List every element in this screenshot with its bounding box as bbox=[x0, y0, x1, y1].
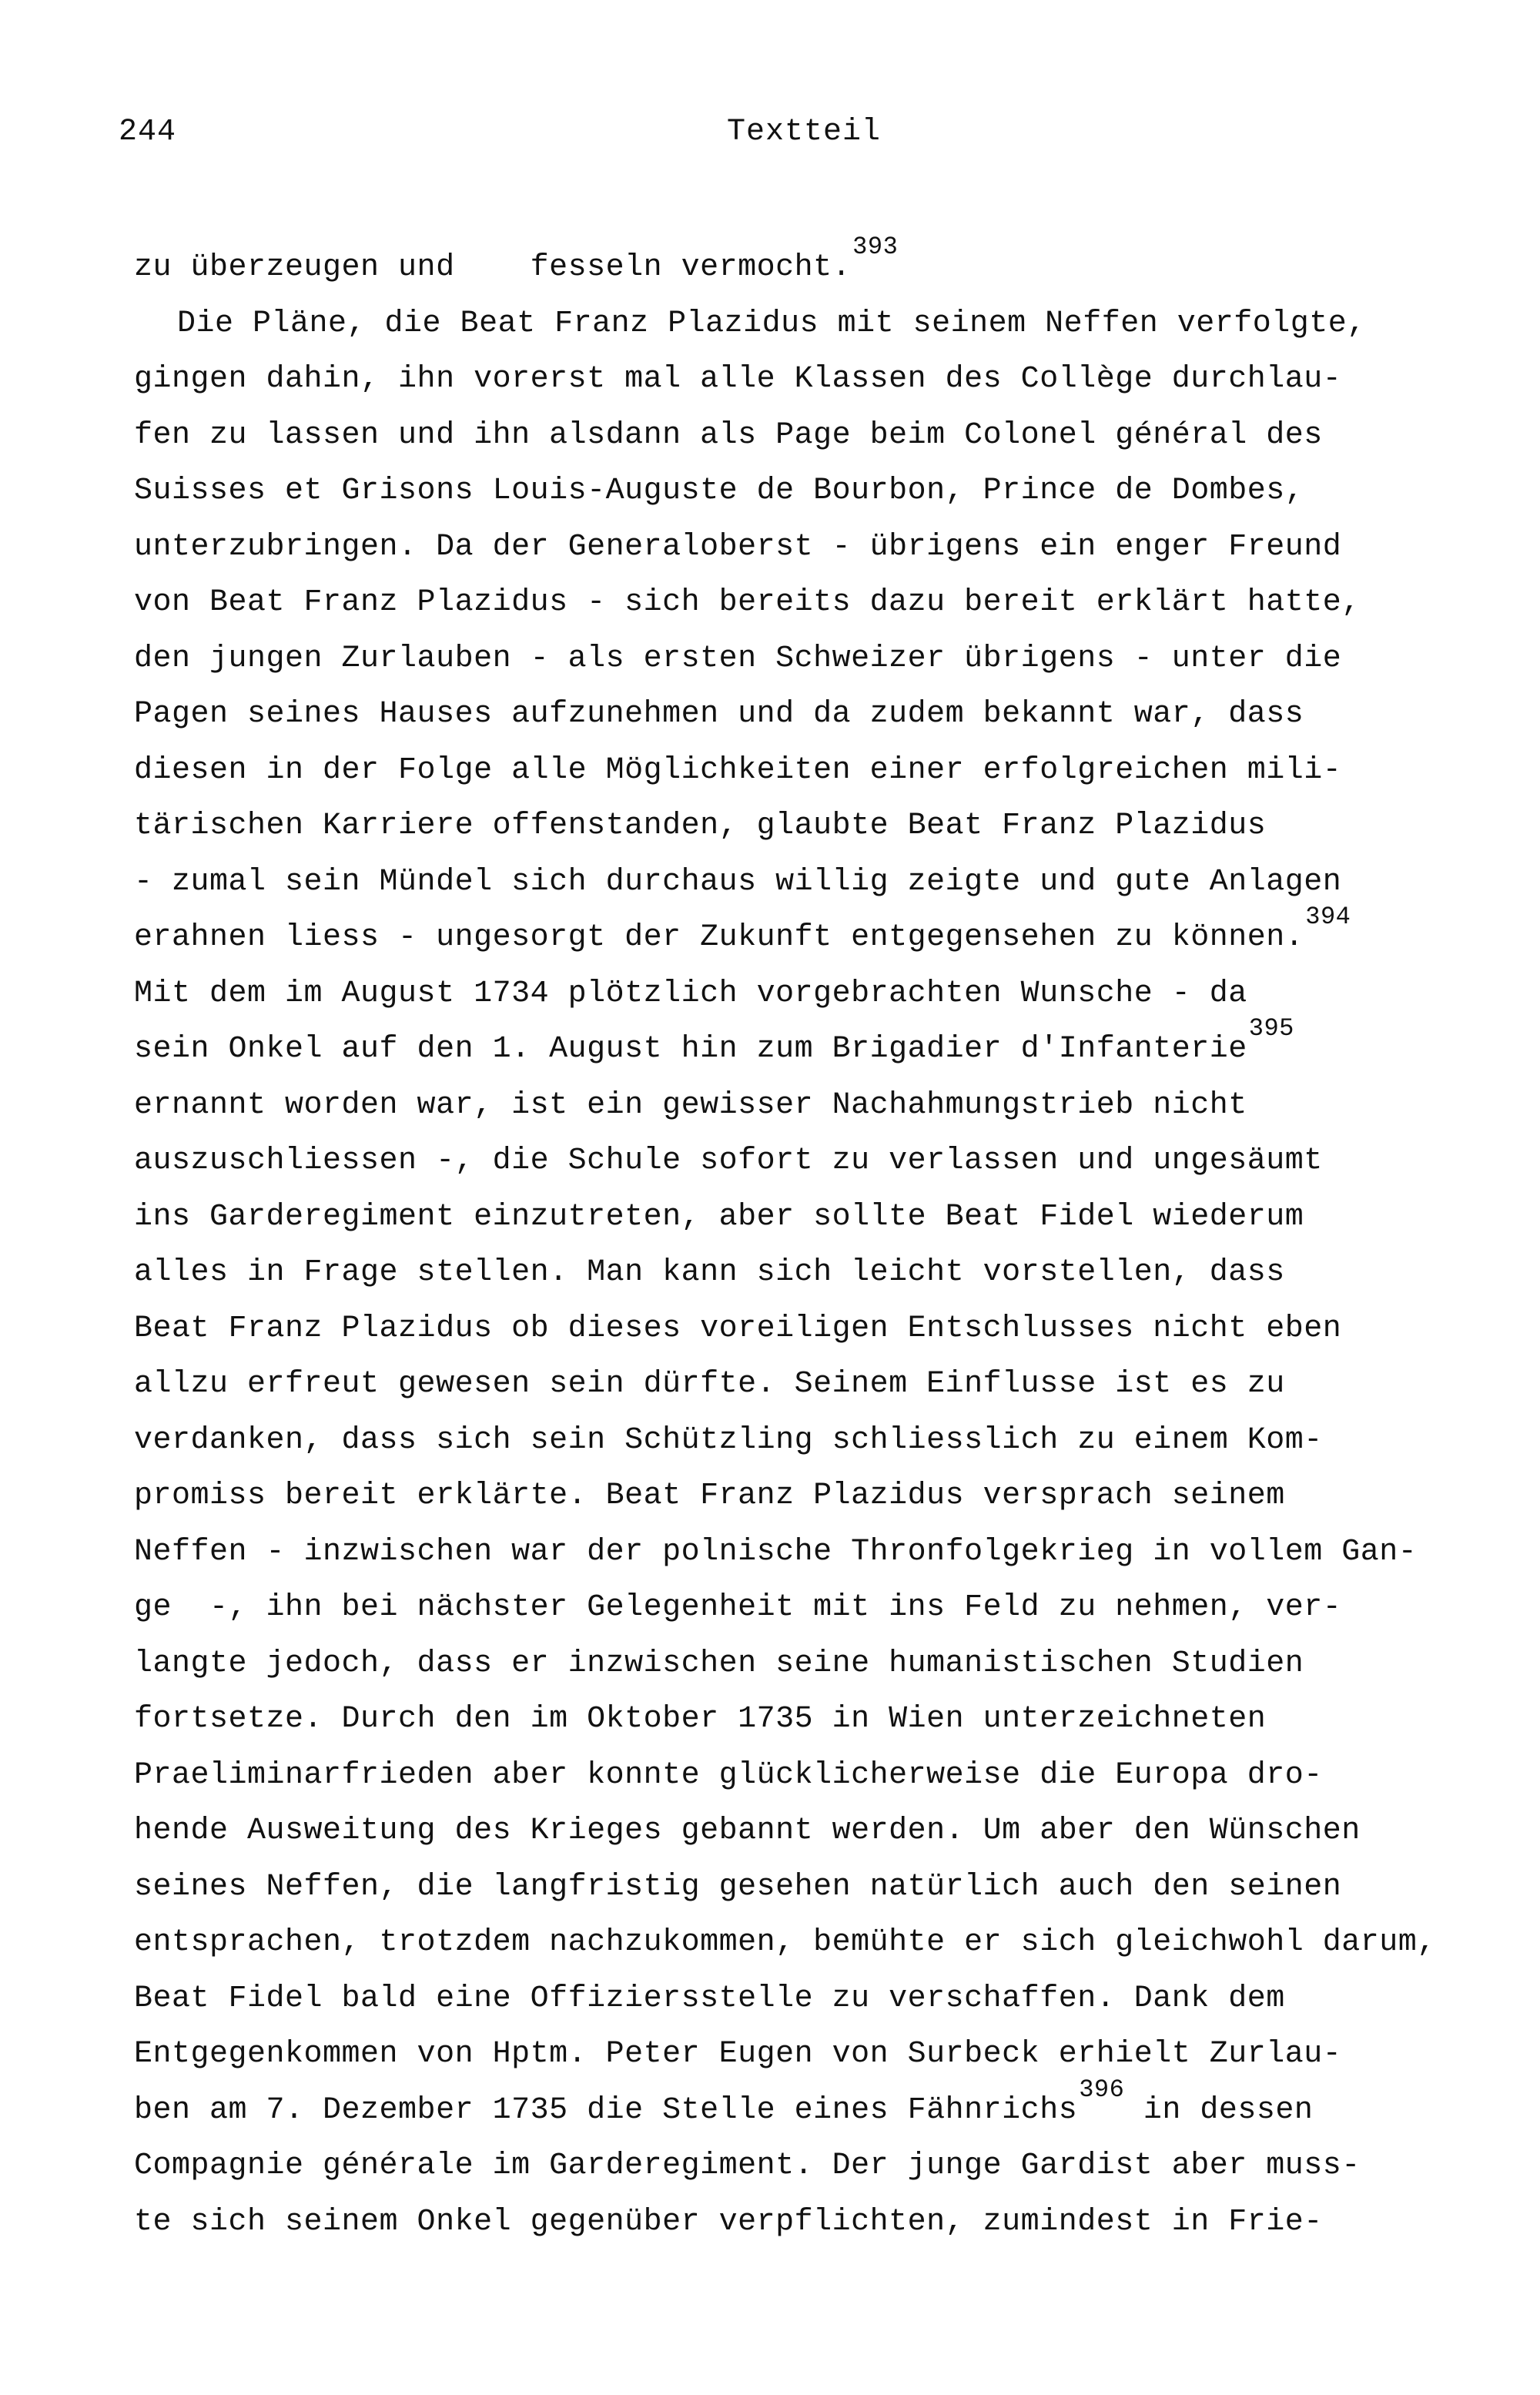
text-line bbox=[134, 1804, 1512, 1860]
text-line bbox=[134, 1245, 1512, 1301]
text-line bbox=[134, 903, 1512, 966]
text-line bbox=[134, 1692, 1512, 1748]
line-text: von Beat Franz Plazidus - sich bereits dazu bereit erklärt hatte, bbox=[134, 585, 1361, 620]
footnote-marker: 396 bbox=[1079, 2075, 1125, 2104]
text-line bbox=[134, 1748, 1512, 1804]
line-text: hende Ausweitung des Krieges gebannt werden. Um aber den Wünschen bbox=[134, 1814, 1361, 1848]
line-text: ge -, ihn bei nächster Gelegenheit mit ins Feld zu nehmen, ver- bbox=[134, 1590, 1342, 1625]
text-line bbox=[134, 1469, 1512, 1525]
line-text: Entgegenkommen von Hptm. Peter Eugen von Surbeck erhielt Zurlau- bbox=[134, 2037, 1342, 2072]
line-text: fen zu lassen und ihn alsdann als Page beim Colonel général des bbox=[134, 417, 1323, 453]
line-text: Suisses et Grisons Louis-Auguste de Bourbon, Prince de Dombes, bbox=[134, 474, 1304, 508]
line-text: auszuschliessen -, die Schule sofort zu verlassen und ungesäumt bbox=[134, 1144, 1323, 1178]
text-line bbox=[134, 1636, 1512, 1693]
text-line bbox=[134, 575, 1512, 631]
line-text: gingen dahin, ihn vorerst mal alle Klassen des Collège durchlau- bbox=[134, 362, 1342, 397]
text-line bbox=[134, 1357, 1512, 1413]
text-line bbox=[134, 1078, 1512, 1134]
line-text: Pagen seines Hauses aufzunehmen und da zudem bekannt war, dass bbox=[134, 697, 1304, 732]
text-line bbox=[134, 1014, 1512, 1078]
line-text: unterzubringen. Da der Generaloberst - übrigens ein enger Freund bbox=[134, 529, 1342, 564]
text-line bbox=[134, 966, 1512, 1023]
page-number: 244 bbox=[119, 115, 177, 149]
line-text: verdanken, dass sich sein Schützling schliesslich zu einem Kom- bbox=[134, 1422, 1323, 1458]
text-line bbox=[134, 2139, 1512, 2195]
line-text: seines Neffen, die langfristig gesehen natürlich auch den seinen bbox=[134, 1869, 1342, 1904]
line-text: fortsetze. Durch den im Oktober 1735 in Wien unterzeichneten bbox=[134, 1702, 1267, 1737]
line-text: allzu erfreut gewesen sein dürfte. Seinem Einflusse ist es zu bbox=[134, 1367, 1285, 1402]
body-text bbox=[134, 233, 1512, 2250]
line-text-continued: in dessen bbox=[1124, 2092, 1314, 2128]
line-text: erahnen liess - ungesorgt der Zukunft entgegensehen zu können. bbox=[134, 920, 1304, 955]
line-text: Neffen - inzwischen war der polnische Thronfolgekrieg in vollem Gan- bbox=[134, 1534, 1418, 1569]
line-text: ins Garderegiment einzutreten, aber sollte Beat Fidel wiederum bbox=[134, 1199, 1304, 1234]
text-line bbox=[134, 408, 1512, 464]
text-line bbox=[134, 1860, 1512, 1916]
line-text: diesen in der Folge alle Möglichkeiten einer erfolgreichen mili- bbox=[134, 752, 1342, 788]
text-line bbox=[134, 1971, 1512, 2028]
line-text: Mit dem im August 1734 plötzlich vorgebrachten Wunsche - da bbox=[134, 976, 1247, 1011]
line-text: ernannt worden war, ist ein gewisser Nachahmungstrieb nicht bbox=[134, 1087, 1247, 1123]
line-text: Praeliminarfrieden aber konnte glücklicherweise die Europa dro- bbox=[134, 1757, 1323, 1793]
text-line bbox=[134, 2075, 1512, 2139]
line-text: sein Onkel auf den 1. August hin zum Brigadier d'Infanterie bbox=[134, 1032, 1247, 1067]
text-line bbox=[134, 1915, 1512, 1971]
line-text: Beat Franz Plazidus ob dieses voreiligen Entschlusses nicht eben bbox=[134, 1311, 1342, 1346]
text-line bbox=[134, 1134, 1512, 1190]
line-text: zu überzeugen und fesseln vermocht. bbox=[134, 250, 852, 285]
text-line bbox=[134, 1413, 1512, 1469]
footnote-marker: 393 bbox=[852, 233, 899, 261]
line-text: Die Pläne, die Beat Franz Plazidus mit seinem Neffen verfolgte, bbox=[177, 306, 1366, 341]
text-line bbox=[134, 520, 1512, 576]
text-line bbox=[134, 2195, 1512, 2251]
text-line bbox=[134, 352, 1512, 408]
line-text: Beat Fidel bald eine Offiziersstelle zu verschaffen. Dank dem bbox=[134, 1981, 1285, 2016]
text-line bbox=[134, 464, 1512, 520]
text-line bbox=[134, 1190, 1512, 1246]
text-line bbox=[134, 1525, 1512, 1581]
text-line bbox=[134, 799, 1512, 855]
line-text: den jungen Zurlauben - als ersten Schweizer übrigens - unter die bbox=[134, 641, 1342, 676]
line-text: tärischen Karriere offenstanden, glaubte Beat Franz Plazidus bbox=[134, 809, 1267, 843]
line-text: entsprachen, trotzdem nachzukommen, bemühte er sich gleichwohl darum, bbox=[134, 1925, 1436, 1960]
footnote-marker: 395 bbox=[1248, 1014, 1294, 1043]
text-line bbox=[134, 1580, 1512, 1636]
line-text: te sich seinem Onkel gegenüber verpflichten, zumindest in Frie- bbox=[134, 2204, 1323, 2239]
text-line bbox=[134, 2027, 1512, 2083]
text-line bbox=[134, 296, 1512, 353]
text-line bbox=[134, 631, 1512, 688]
line-text: ben am 7. Dezember 1735 die Stelle eines Fähnrichs bbox=[134, 2092, 1078, 2128]
footnote-marker: 394 bbox=[1305, 903, 1351, 931]
line-text: promiss bereit erklärte. Beat Franz Plazidus versprach seinem bbox=[134, 1479, 1285, 1513]
line-text: Compagnie générale im Garderegiment. Der junge Gardist aber muss- bbox=[134, 2149, 1361, 2183]
line-text: alles in Frage stellen. Man kann sich leicht vorstellen, dass bbox=[134, 1255, 1285, 1290]
text-line bbox=[134, 1301, 1512, 1358]
running-head: Textteil bbox=[727, 115, 882, 149]
text-line bbox=[134, 687, 1512, 743]
text-line bbox=[134, 233, 1512, 296]
text-line bbox=[134, 743, 1512, 799]
line-text: langte jedoch, dass er inzwischen seine humanistischen Studien bbox=[134, 1646, 1304, 1681]
line-text: - zumal sein Mündel sich durchaus willig zeigte und gute Anlagen bbox=[134, 864, 1342, 899]
